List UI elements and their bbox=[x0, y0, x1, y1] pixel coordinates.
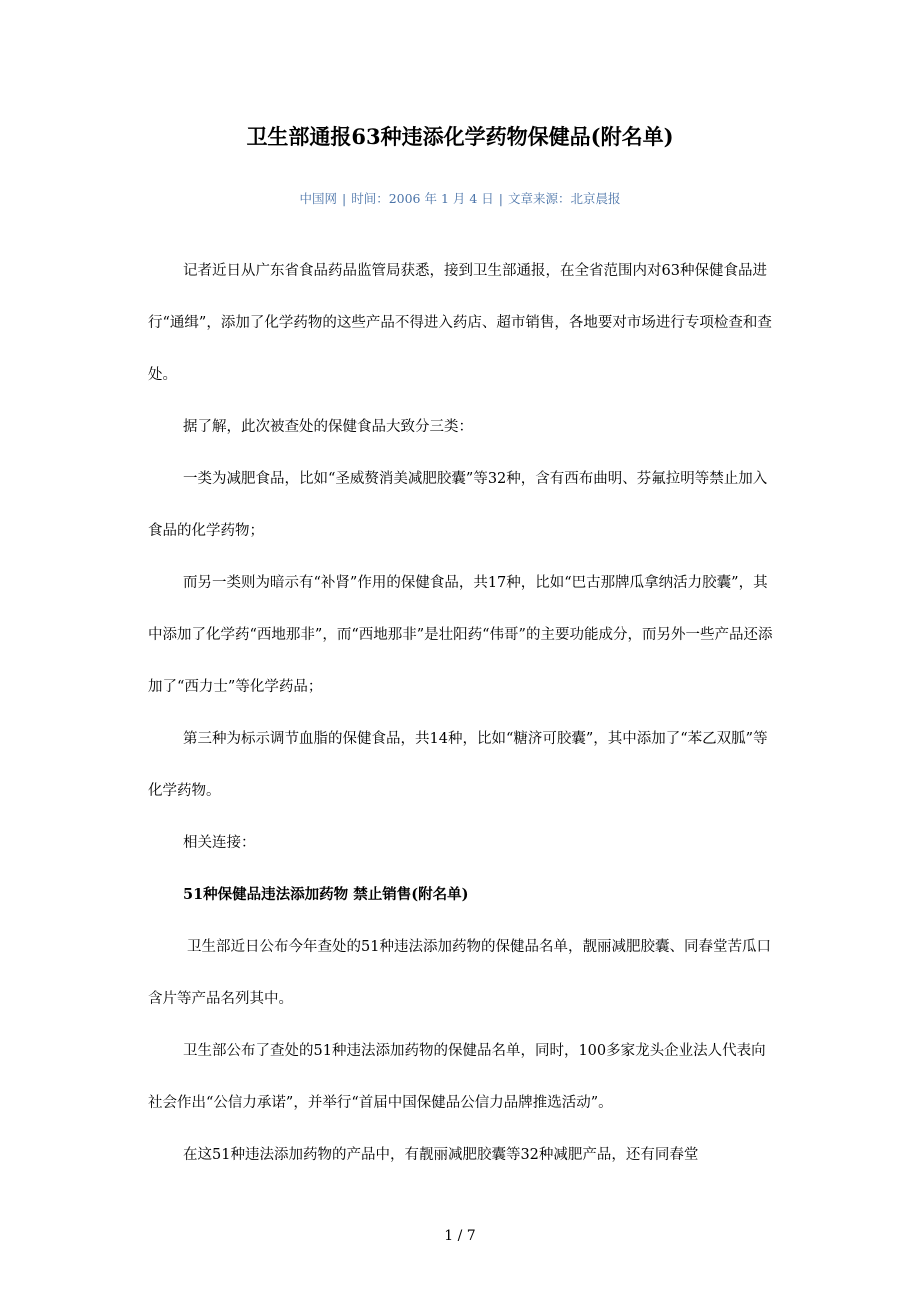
paragraph: 据了解，此次被查处的保健食品大致分三类： bbox=[183, 419, 473, 435]
meta-source: 文章来源：北京晨报 bbox=[508, 191, 621, 206]
article-body bbox=[148, 245, 774, 1181]
paragraph: 卫生部公布了查处的51种违法添加药物的保健品名单，同时，100多家龙头企业法人代表向社会作出“公信力承诺”，并举行“首届中国保健品公信力品牌推选活动”。 bbox=[148, 1043, 766, 1111]
paragraph: 相关连接： bbox=[183, 835, 256, 851]
paragraph: 记者近日从广东省食品药品监管局获悉，接到卫生部通报，在全省范围内对63种保健食品进行“通缉”，添加了化学药物的这些产品不得进入药店、超市销售，各地要对市场进行专项检查和查处。 bbox=[148, 263, 772, 383]
paragraph: 卫生部近日公布今年查处的51种违法添加药物的保健品名单，靓丽减肥胶囊、同春堂苦瓜口含片等产品名列其中。 bbox=[148, 939, 771, 1007]
meta-separator: | bbox=[498, 191, 504, 206]
related-link-title: 51种保健品违法添加药物 禁止销售(附名单) bbox=[183, 886, 469, 903]
meta-separator: | bbox=[341, 191, 347, 206]
paragraph: 一类为减肥食品，比如“圣威赘消美减肥胶囊”等32种，含有西布曲明、芬氟拉明等禁止加入食品的化学药物； bbox=[148, 471, 768, 539]
paragraph: 第三种为标示调节血脂的保健食品，共14种，比如“糖济可胶囊”，其中添加了“苯乙双胍”等化学药物。 bbox=[148, 731, 768, 799]
meta-site: 中国网 bbox=[299, 191, 337, 206]
paragraph: 在这51种违法添加药物的产品中，有靓丽减肥胶囊等32种减肥产品，还有同春堂 bbox=[183, 1147, 699, 1163]
page-number: 1 / 7 bbox=[444, 1228, 476, 1244]
meta-time: 时间：2006 年 1 月 4 日 bbox=[351, 191, 494, 206]
paragraph: 而另一类则为暗示有“补肾”作用的保健食品，共17种，比如“巴古那牌瓜拿纳活力胶囊”，其中添加了化学药“西地那非”，而“西地那非”是壮阳药“伟哥”的主要功能成分，而另外一些产品还添加了“西力士”等化学药品； bbox=[148, 575, 773, 695]
article-title: 卫生部通报63种违添化学药物保健品(附名单) bbox=[246, 124, 674, 149]
article-meta bbox=[0, 190, 920, 208]
